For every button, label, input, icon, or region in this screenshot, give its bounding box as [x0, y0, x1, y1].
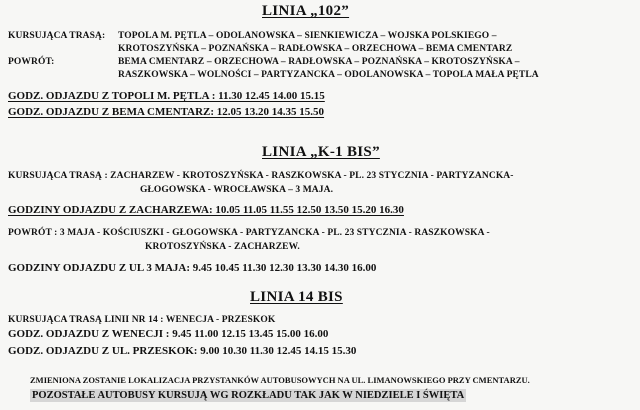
- linia-102-odjazd-bema: GODZ. ODJAZDU Z BEMA CMENTARZ: 12.05 13.20 14.35 15.50: [8, 106, 325, 118]
- linia-k1-odjazd-3-maja: GODZINY ODJAZDU Z UL 3 MAJA: 9.45 10.45 11.30 12.30 13.30 14.30 16.00: [8, 262, 377, 274]
- linia-102-title: LINIA „102”: [262, 3, 350, 19]
- footer-bar: POZOSTAŁE AUTOBUSY KURSUJĄ WG ROZKŁADU TAK JAK W NIEDZIELE I ŚWIĘTA: [32, 390, 465, 401]
- linia-102-trasa-line-1: TOPOLA M. PĘTLA – ODOLANOWSKA – SIENKIEWICZA – WOJSKA POLSKIEGO –: [118, 31, 497, 41]
- linia-k1-odjazd-zacharzew: GODZINY ODJAZDU Z ZACHARZEWA: 10.05 11.05 11.55 12.50 13.50 15.20 16.30: [8, 204, 404, 216]
- linia-102-powrot-line-2: RASZKOWSKA – WOLNOŚCI – PARTYZANCKA – ODOLANOWSKA – TOPOLA MAŁA PĘTLA: [118, 70, 539, 80]
- linia-k1-powrot-line-2: KROTOSZYŃSKA - ZACHARZEW.: [145, 242, 300, 252]
- linia-k1-trasa-line-1: KURSUJĄCA TRASĄ : ZACHARZEW - KROTOSZYŃSKA - RASZKOWSKA - PL. 23 STYCZNIA - PARTYZANCKA-: [8, 171, 514, 181]
- linia-k1-powrot-line-1: POWRÓT : 3 MAJA - KOŚCIUSZKI - GŁOGOWSKA - PARTYZANCKA - PL. 23 STYCZNIA - RASZKOWSKA -: [8, 228, 490, 238]
- linia-102-trasa-label: KURSUJĄCA TRASĄ:: [8, 31, 106, 41]
- linia-14-trasa: KURSUJĄCA TRASĄ LINII NR 14 : WENECJA - PRZESKOK: [8, 315, 276, 325]
- linia-14-title: LINIA 14 BIS: [250, 289, 343, 305]
- linia-102-odjazd-topola: GODZ. ODJAZDU Z TOPOLI M. PĘTLA : 11.30 12.45 14.00 15.15: [8, 90, 325, 102]
- linia-102-powrot-line-1: BEMA CMENTARZ – ORZECHOWA – RADŁOWSKA – POZNAŃSKA – KROTOSZYŃSKA –: [118, 57, 520, 67]
- linia-102-powrot-label: POWRÓT:: [8, 57, 55, 67]
- linia-102-trasa-line-2: KROTOSZYŃSKA – POZNAŃSKA – RADŁOWSKA – ORZECHOWA – BEMA CMENTARZ: [118, 44, 513, 54]
- footer-note: ZMIENIONA ZOSTANIE LOKALIZACJA PRZYSTANKÓW AUTOBUSOWYCH NA UL. LIMANOWSKIEGO PRZY CMENTARZU.: [30, 375, 530, 385]
- linia-k1-title: LINIA „K-1 BIS”: [262, 144, 380, 160]
- linia-14-odjazd-przeskok: GODZ. ODJAZDU Z UL. PRZESKOK: 9.00 10.30 11.30 12.45 14.15 15.30: [8, 345, 357, 357]
- linia-k1-trasa-line-2: GŁOGOWSKA - WROCŁAWSKA – 3 MAJA.: [140, 185, 334, 195]
- linia-14-odjazd-wenecja: GODZ. ODJAZDU Z WENECJI : 9.45 11.00 12.15 13.45 15.00 16.00: [8, 328, 329, 340]
